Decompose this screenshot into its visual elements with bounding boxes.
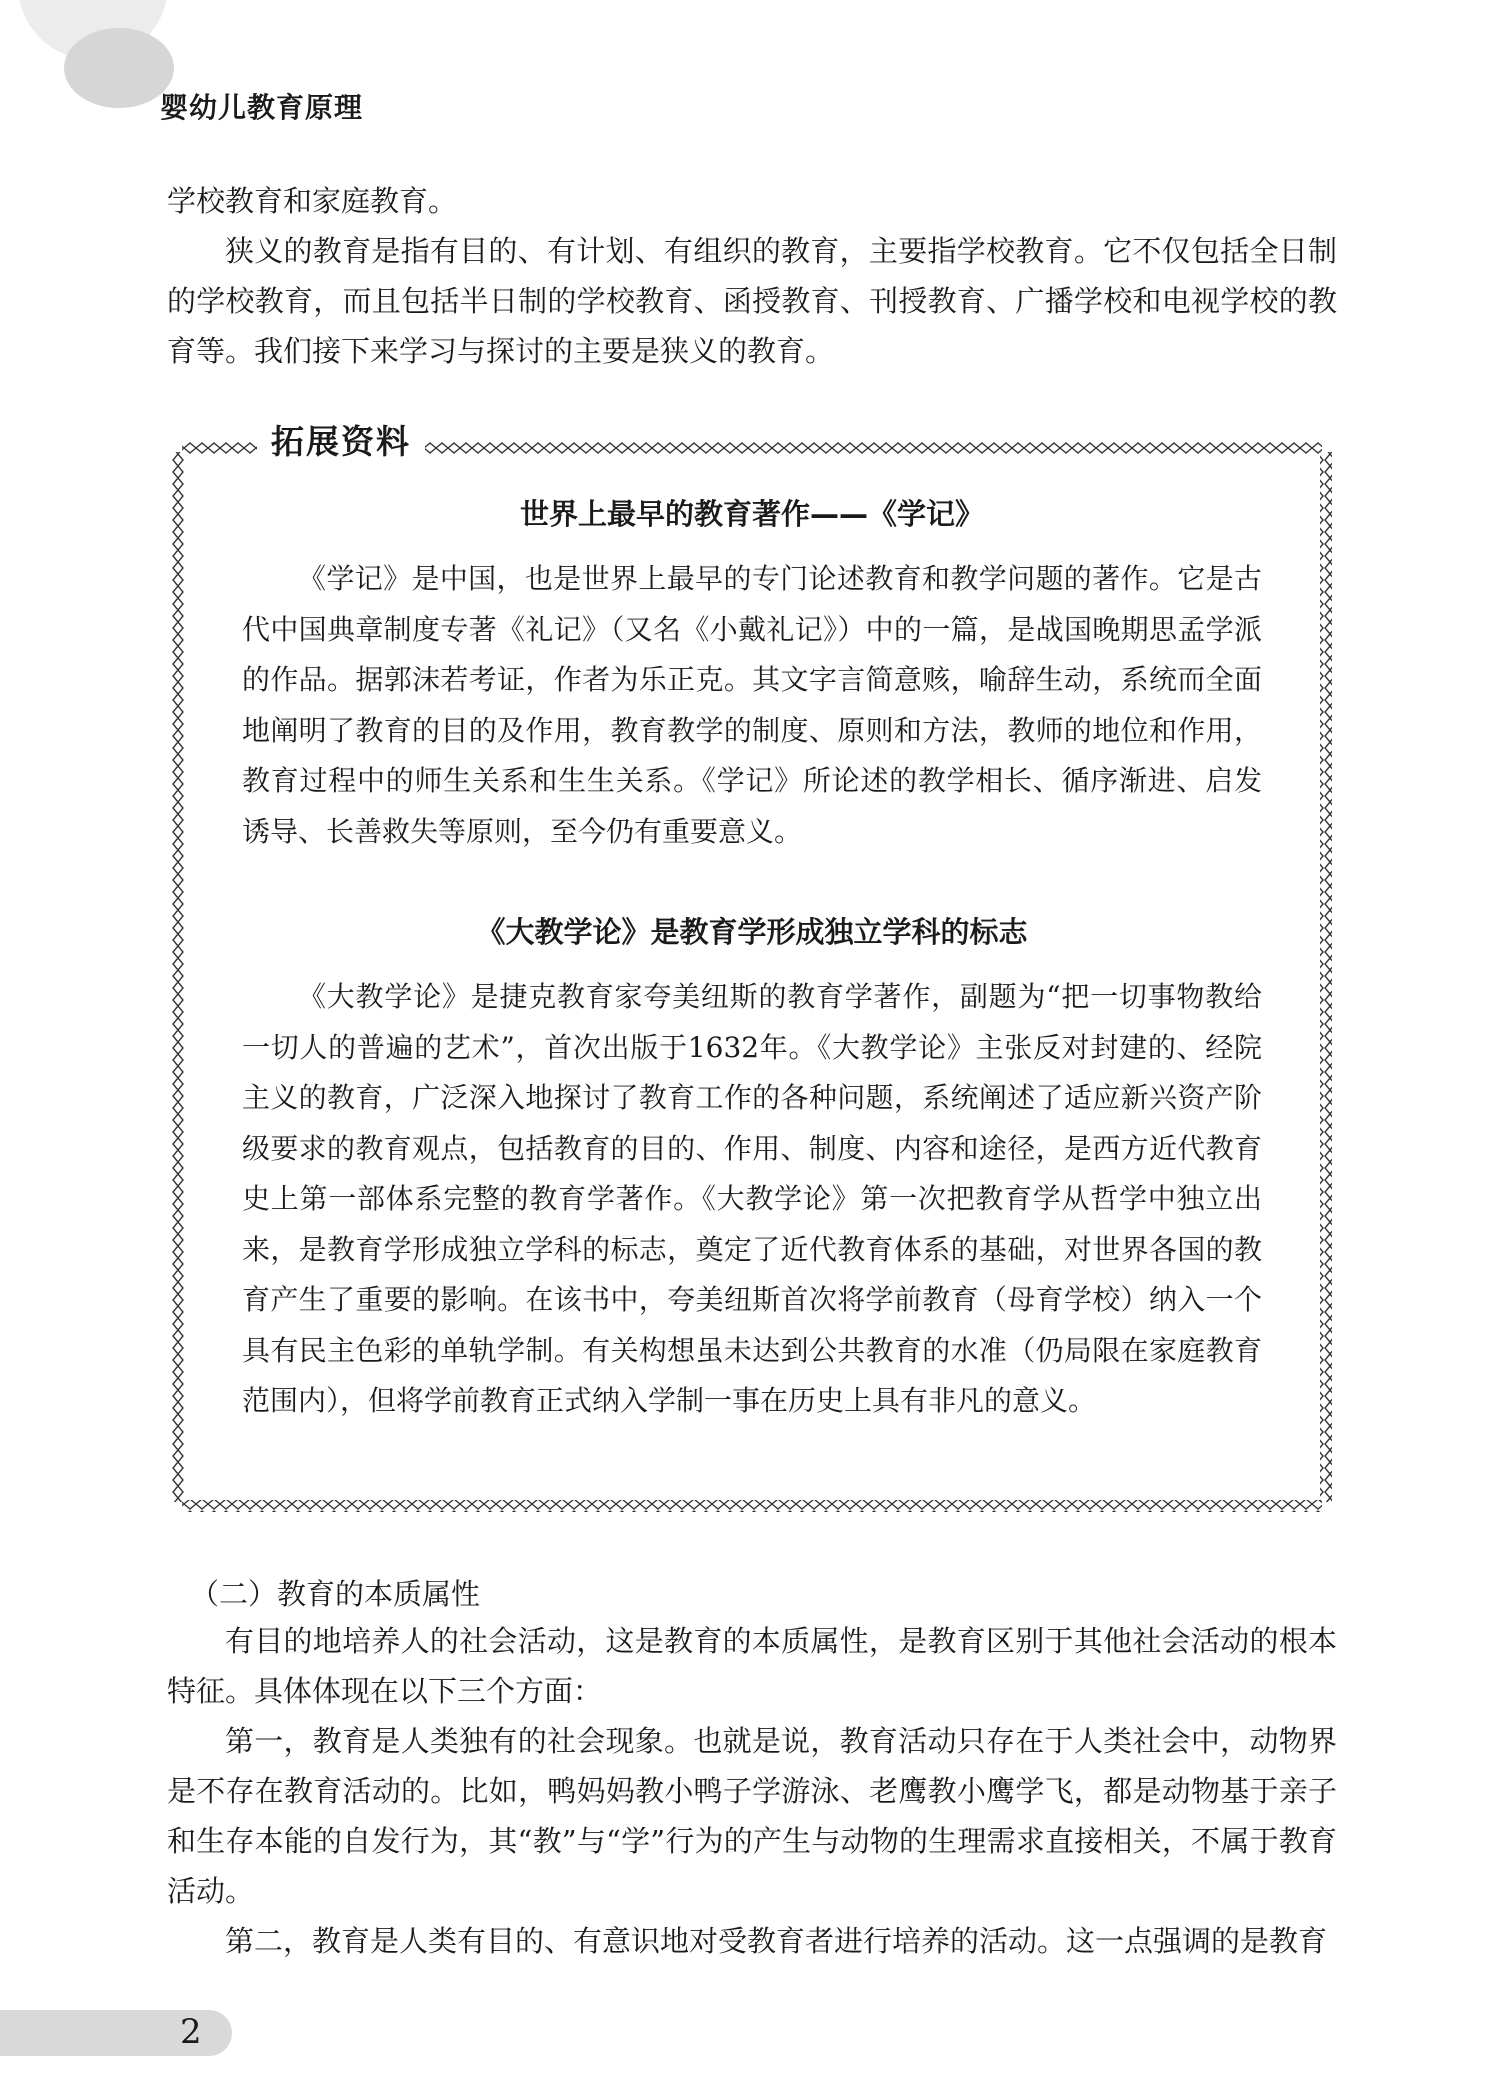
running-head-title: 婴幼儿教育原理 [160,91,364,124]
section-text-great-didactic: 《大教学论》是捷克教育家夸美纽斯的教育学著作，副题为“把一切事物教给一切人的普遍的艺术”，首次出版于1632年。《大教学论》主张反对封建的、经院主义的教育，广泛深入地探讨了教育工作的各种问题，系统阐述了适应新兴资产阶级要求的教育观点，包括教育的目的、作用、制度、内容和途径，是西方近代教育史上第一部体系完整的教育学著作。《大教学论》第一次把教育学从哲学中独立出来，是教育学形成独立学科的标志，奠定了近代教育体系的基础，对世界各国的教育产生了重要的影响。在该书中，夸美纽斯首次将学前教育（母育学校）纳入一个具有民主色彩的单轨学制。有关构想虽未达到公共教育的水准（仍局限在家庭教育范围内），但将学前教育正式纳入学制一事在历史上具有非凡的意义。 [242,980,1262,1417]
section-paragraph-3: 第二，教育是人类有目的、有意识地对受教育者进行培养的活动。这一点强调的是教育 [225,1924,1328,1958]
extension-material-box [172,422,1332,1512]
section-heading: （二）教育的本质属性 [190,1577,481,1611]
body-paragraph-1: 学校教育和家庭教育。 [167,184,458,218]
extension-box-label: 拓展资料 [257,416,425,463]
corner-decoration-ellipse [64,28,174,108]
body-paragraph-2: 狭义的教育是指有目的、有计划、有组织的教育，主要指学校教育。它不仅包括全日制的学校教育，而且包括半日制的学校教育、函授教育、刊授教育、广播学校和电视学校的教育等。我们接下来学习与探讨的主要是狭义的教育。 [167,234,1337,368]
section-text-xueji: 《学记》是中国，也是世界上最早的专门论述教育和教学问题的著作。它是古代中国典章制度专著《礼记》（又名《小戴礼记》）中的一篇，是战国晚期思孟学派的作品。据郭沫若考证，作者为乐正克。其文字言简意赅，喻辞生动，系统而全面地阐明了教育的目的及作用，教育教学的制度、原则和方法，教师的地位和作用，教育过程中的师生关系和生生关系。《学记》所论述的教学相长、循序渐进、启发诱导、长善救失等原则，至今仍有重要意义。 [242,562,1262,848]
section-paragraph-2: 第一，教育是人类独有的社会现象。也就是说，教育活动只存在于人类社会中，动物界是不存在教育活动的。比如，鸭妈妈教小鸭子学游泳、老鹰教小鹰学飞，都是动物基于亲子和生存本能的自发行为，其“教”与“学”行为的产生与动物的生理需求直接相关，不属于教育活动。 [167,1724,1337,1908]
page-number: 2 [180,2012,202,2052]
section-title-great-didactic: 《大教学论》是教育学形成独立学科的标志 [476,915,1028,949]
section-title-xueji: 世界上最早的教育著作——《学记》 [519,497,984,531]
section-paragraph-1: 有目的地培养人的社会活动，这是教育的本质属性，是教育区别于其他社会活动的根本特征。具体体现在以下三个方面： [167,1624,1337,1708]
